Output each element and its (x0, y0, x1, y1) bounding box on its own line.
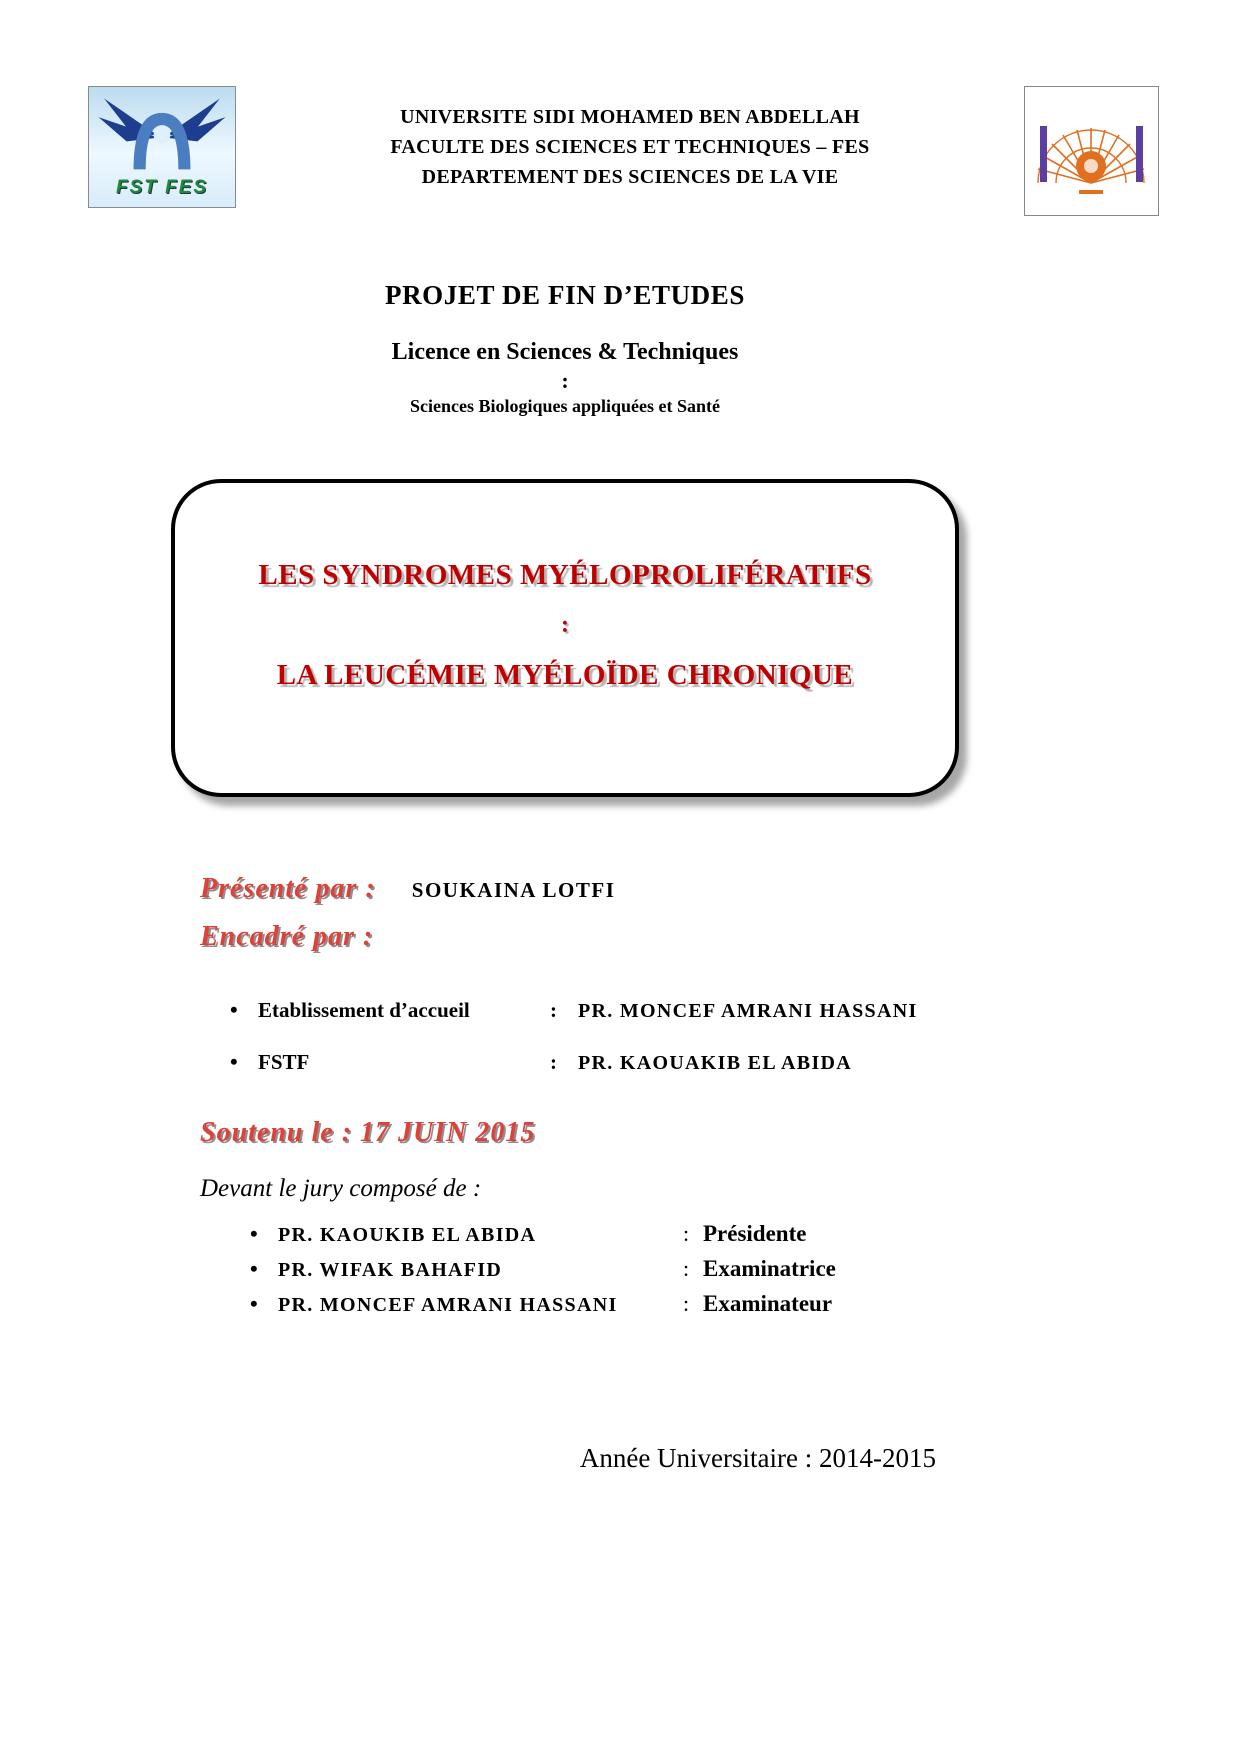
jury-list (250, 1221, 1241, 1317)
degree-title: Licence en Sciences & Techniques (391, 339, 739, 365)
jury-member-role: Examinateur (703, 1291, 833, 1316)
subject-line-1: LES SYNDROMES MYÉLOPROLIFÉRATIFS (258, 559, 872, 591)
presented-by-row (200, 873, 1241, 905)
bullet-icon (250, 1291, 278, 1317)
subject-colon: : (561, 612, 569, 638)
bullet-icon (230, 997, 258, 1023)
fst-logo-label: FST FES (115, 177, 209, 198)
separator-colon: : (550, 998, 557, 1022)
header (0, 0, 1241, 216)
university-seal-logo (1024, 86, 1159, 216)
supervisor-list (230, 997, 1241, 1075)
list-item (250, 1221, 1241, 1247)
list-item (230, 997, 1241, 1023)
subject-box (171, 479, 959, 797)
defense-date-label: Soutenu le : 17 JUIN 2015 (200, 1117, 536, 1148)
department-name: DEPARTEMENT DES SCIENCES DE LA VIE (421, 166, 839, 188)
seal-medallion-center (1084, 159, 1098, 173)
presented-by-label: Présenté par : (200, 873, 376, 904)
university-name: UNIVERSITE SIDI MOHAMED BEN ABDELLAH (400, 106, 860, 128)
supervisor-name: PR. KAOUAKIB EL ABIDA (578, 1052, 853, 1074)
separator-colon: : (683, 1221, 690, 1246)
jury-member-name: PR. MONCEF AMRANI HASSANI (278, 1294, 618, 1316)
supervisor-org: FSTF (258, 1050, 310, 1074)
seal-base-ornament (1079, 190, 1103, 194)
defense-date-row (200, 1117, 1241, 1149)
student-name: SOUKAINA LOTFI (411, 878, 616, 902)
list-item (230, 1049, 1241, 1075)
bullet-icon (250, 1256, 278, 1282)
institution-header (236, 86, 1024, 192)
university-seal-icon (1024, 86, 1159, 216)
jury-member-name: PR. KAOUKIB EL ABIDA (278, 1224, 537, 1246)
separator-colon: : (550, 1050, 557, 1074)
jury-intro: Devant le jury composé de : (200, 1175, 482, 1202)
list-item (250, 1291, 1241, 1317)
project-title: PROJET DE FIN D’ETUDES (384, 280, 745, 310)
logo-arch-hole (154, 126, 171, 143)
jury-member-role: Examinatrice (703, 1256, 836, 1281)
degree-colon: : (561, 368, 569, 393)
jury-member-name: PR. WIFAK BAHAFID (278, 1259, 503, 1281)
supervisor-name: PR. MONCEF AMRANI HASSANI (578, 1000, 918, 1022)
separator-colon: : (683, 1256, 690, 1281)
list-item (250, 1256, 1241, 1282)
seal-column-right (1136, 126, 1143, 182)
seal-column-left (1040, 126, 1047, 182)
fst-logo-icon (92, 91, 232, 175)
title-column (100, 280, 1030, 797)
jury-member-role: Présidente (703, 1221, 807, 1246)
supervised-by-row (200, 921, 1241, 953)
bullet-icon (250, 1221, 278, 1247)
fst-logo (88, 86, 236, 208)
supervisor-org: Etablissement d’accueil (258, 998, 470, 1022)
supervised-by-label: Encadré par : (200, 921, 374, 952)
separator-colon: : (683, 1291, 690, 1316)
academic-year: Année Universitaire : 2014-2015 (579, 1443, 936, 1473)
specialty-title: Sciences Biologiques appliquées et Santé (409, 396, 721, 416)
faculty-name: FACULTE DES SCIENCES ET TECHNIQUES – FES (390, 136, 870, 158)
bullet-icon (230, 1049, 258, 1075)
subject-line-2: LA LEUCÉMIE MYÉLOÏDE CHRONIQUE (276, 659, 854, 691)
presentation-section (200, 873, 1241, 1317)
